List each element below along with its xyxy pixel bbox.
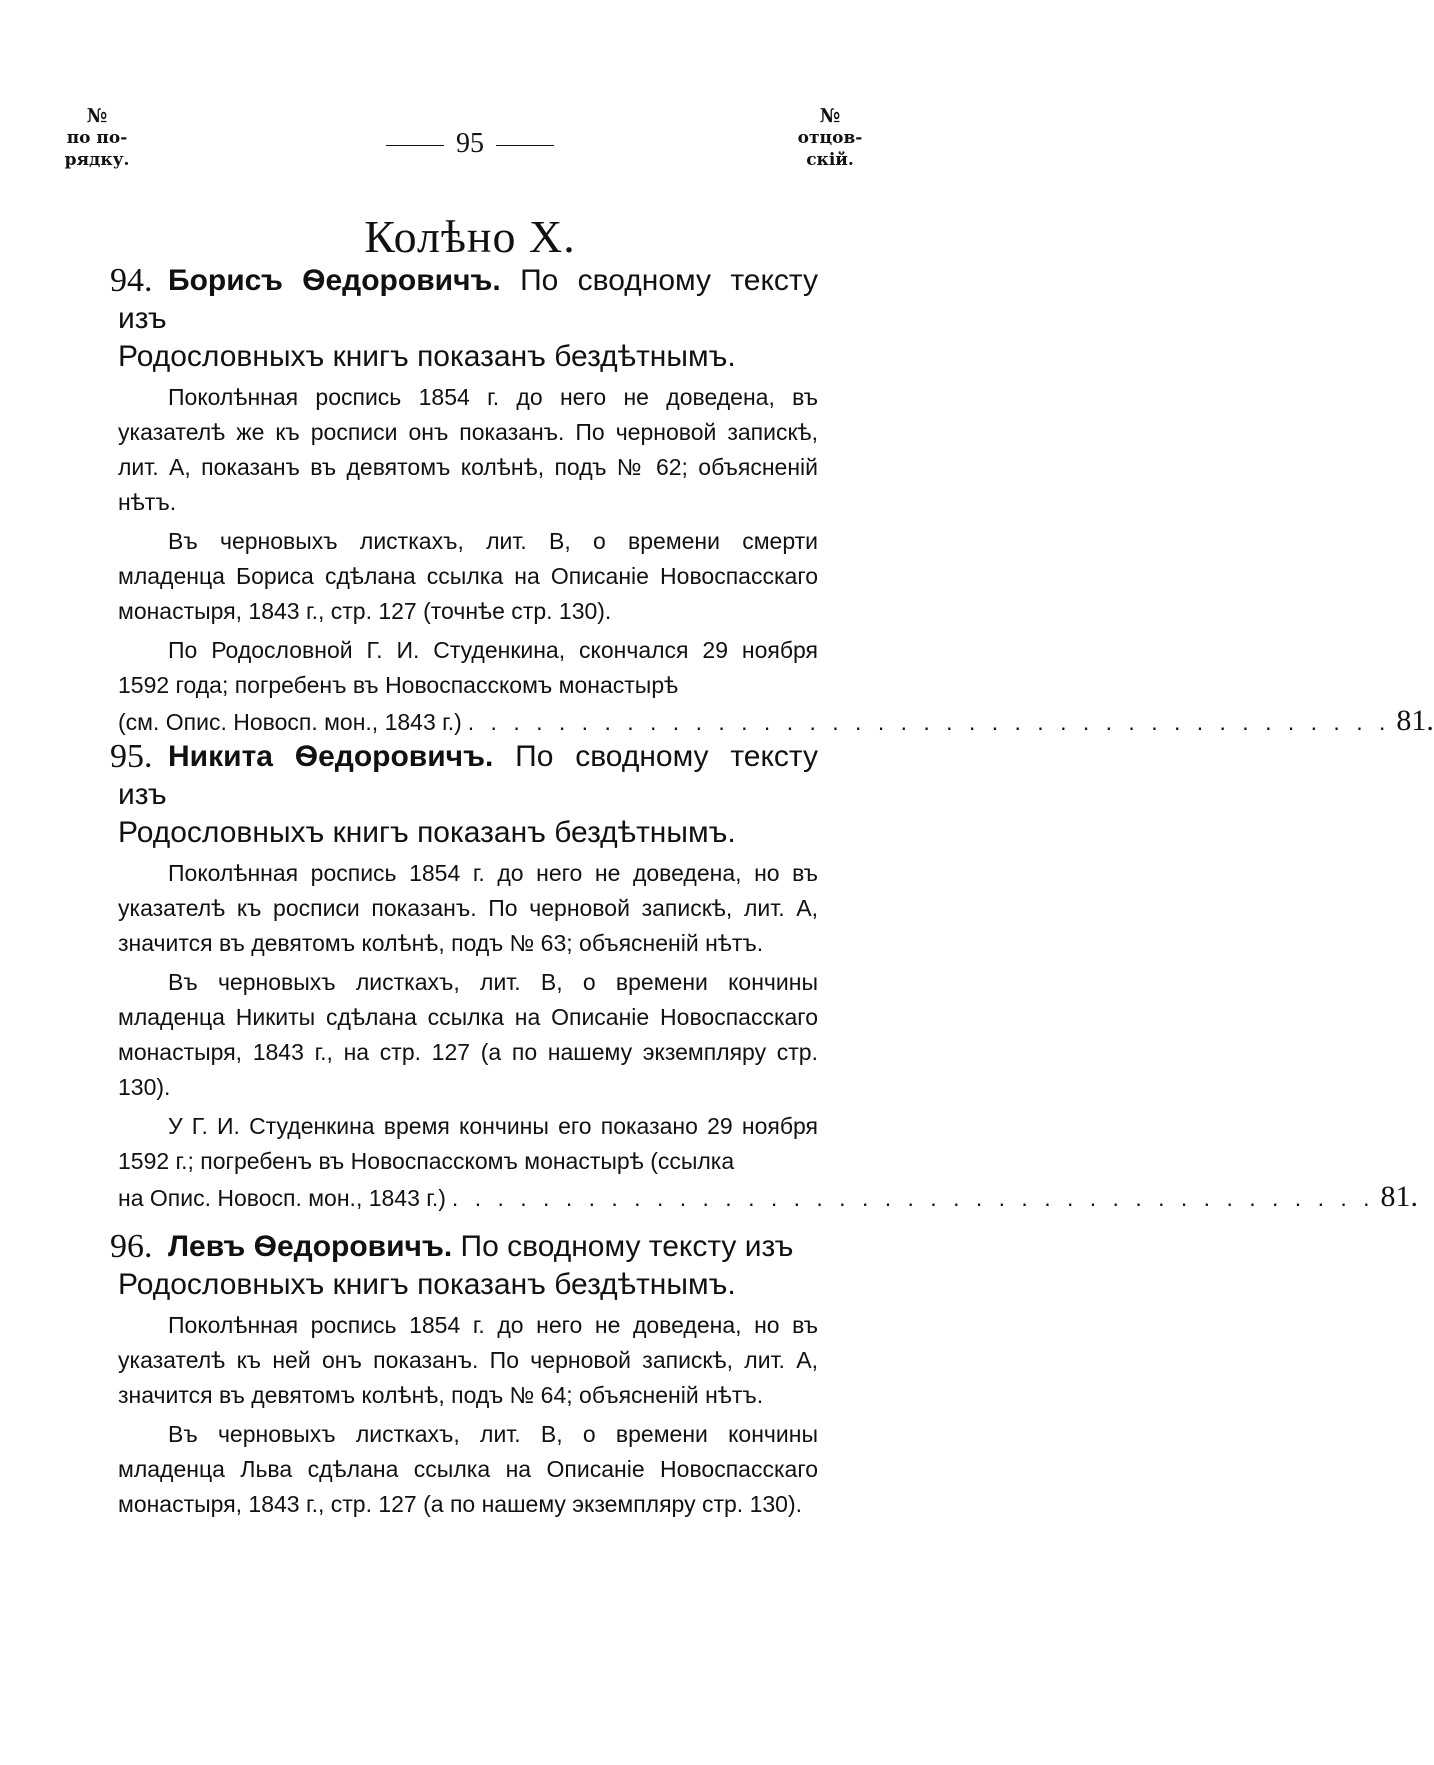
- entry-reference: 81.: [1380, 1180, 1419, 1213]
- entry-lead-line2: Родословныхъ книгъ показанъ бездѣтнымъ.: [118, 816, 736, 849]
- section-heading: Колѣно X.: [364, 211, 576, 262]
- entry-number: 95.: [110, 738, 153, 775]
- entry-lead-rest: По сводному тексту изъ: [118, 264, 818, 335]
- entry-paragraph: По Родословной Г. И. Студенкина, скончался 29 ноября 1592 года; погребенъ въ Новоспасскомъ монастырѣ: [118, 637, 818, 698]
- leader-dots: . . . . . . . . . . . . . . . . . . . . . . . . . . . . . . . . . . . . . . . . .: [451, 1185, 1375, 1211]
- entry-paragraph: Въ черновыхъ листкахъ, лит. В, о времени кончины младенца Льва сдѣлана ссылка на Описаніе Новоспасскаго монастыря, 1843 г., стр. 127 (а по нашему экземпляру стр. 130).: [118, 1421, 818, 1517]
- entry-95: [110, 738, 1419, 1216]
- page-number-rule-left: [386, 145, 444, 146]
- header-right-line2: скій.: [806, 150, 854, 170]
- entry-paragraph: Поколѣнная роспись 1854 г. до него не доведена, въ указателѣ же къ росписи онъ показанъ. По черновой запискѣ, лит. А, показанъ въ девятомъ колѣнѣ, подъ № 62; объясненій нѣтъ.: [118, 384, 818, 515]
- entry-leader-text: на Опис. Новосп. мон., 1843 г.): [118, 1185, 446, 1211]
- page-number-rule-right: [496, 145, 554, 146]
- entry-lead-rest: По сводному тексту изъ: [460, 1230, 794, 1263]
- entry-name: Левъ Ѳедоровичъ.: [168, 1230, 453, 1263]
- entry-96: [110, 1228, 818, 1522]
- header-left-column-label: [52, 105, 142, 171]
- page-number-value: 95: [456, 128, 484, 159]
- entry-leader-text: (см. Опис. Новосп. мон., 1843 г.): [118, 709, 462, 735]
- header-left-line1: по по-: [66, 128, 128, 148]
- entry-lead: [118, 262, 818, 376]
- entry-paragraph: Въ черновыхъ листкахъ, лит. В, о времени кончины младенца Никиты сдѣлана ссылка на Описаніе Новоспасскаго монастыря, 1843 г., на стр. 127 (а по нашему экземпляру стр. 130).: [118, 969, 818, 1100]
- leader-dots: . . . . . . . . . . . . . . . . . . . . . . . . . . . . . . . . . . . . . . . . .: [467, 709, 1391, 735]
- entry-94: [110, 262, 1434, 740]
- page-number: [370, 128, 570, 160]
- entry-lead-rest: По сводному тексту изъ: [118, 740, 818, 811]
- header-right-line1: отцов-: [797, 128, 863, 148]
- entry-lead: [118, 738, 818, 852]
- entry-paragraph: У Г. И. Студенкина время кончины его показано 29 ноября 1592 г.; погребенъ въ Новоспасскомъ монастырѣ (ссылка: [118, 1113, 818, 1174]
- entry-number: 94.: [110, 262, 153, 299]
- header-right-number-sign: №: [819, 105, 841, 127]
- entry-paragraph: Поколѣнная роспись 1854 г. до него не доведена, но въ указателѣ къ росписи показанъ. По черновой запискѣ, лит. А, значится въ девятомъ колѣнѣ, подъ № 63; объясненій нѣтъ.: [118, 860, 818, 956]
- entry-leader-line: [118, 703, 1434, 740]
- entry-number: 96.: [110, 1228, 153, 1265]
- entry-lead-line2: Родословныхъ книгъ показанъ бездѣтнымъ.: [118, 1268, 736, 1301]
- entry-name: Никита Ѳедоровичъ.: [168, 740, 494, 773]
- entry-lead: [118, 1228, 818, 1304]
- entry-paragraph: Въ черновыхъ листкахъ, лит. В, о времени смерти младенца Бориса сдѣлана ссылка на Описаніе Новоспасскаго монастыря, 1843 г., стр. 127 (точнѣе стр. 130).: [118, 528, 818, 624]
- header-left-line2: рядку.: [64, 150, 130, 170]
- entry-leader-line: [118, 1179, 1419, 1216]
- entry-lead-line2: Родословныхъ книгъ показанъ бездѣтнымъ.: [118, 340, 736, 373]
- header-left-number-sign: №: [86, 105, 108, 127]
- header-right-column-label: [780, 105, 880, 171]
- entry-paragraph: Поколѣнная роспись 1854 г. до него не доведена, но въ указателѣ къ ней онъ показанъ. По черновой запискѣ, лит. А, значится въ девятомъ колѣнѣ, подъ № 64; объясненій нѣтъ.: [118, 1312, 818, 1408]
- entry-name: Борисъ Ѳедоровичъ.: [168, 264, 501, 297]
- entry-reference: 81.: [1396, 704, 1434, 737]
